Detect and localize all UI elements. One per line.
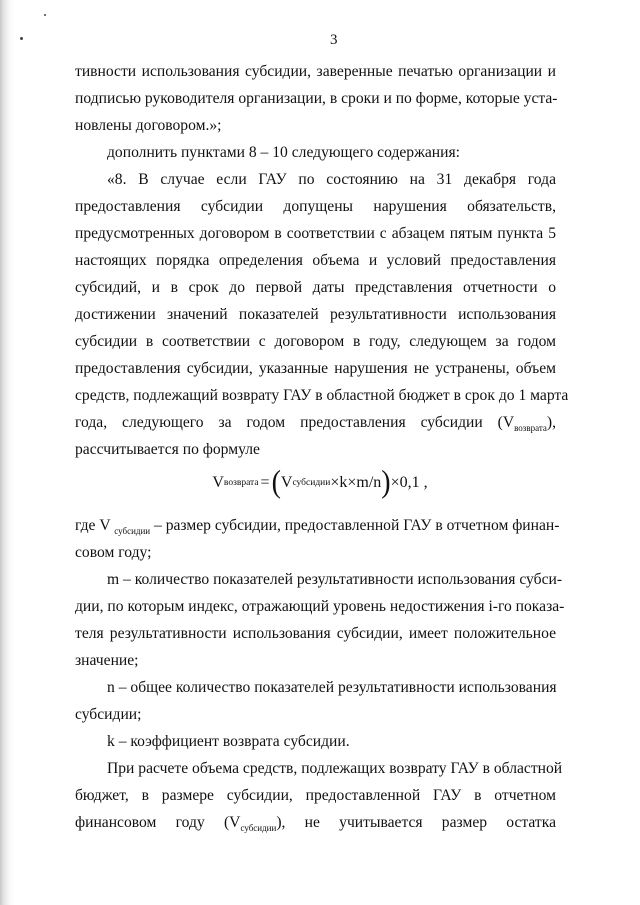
text-line: m – количество показателей результативности использования субси- bbox=[107, 571, 563, 588]
text-line: субсидии в соответствии с договором в году, следующем за годом bbox=[75, 333, 556, 350]
formula-open-paren: ( bbox=[271, 464, 281, 501]
text-line: «8. В случае если ГАУ по состоянию на 31 декабря года bbox=[107, 171, 556, 188]
text-line: дополнить пунктами 8 – 10 следующего содержания: bbox=[107, 144, 460, 161]
text-line: n – общее количество показателей результативности использования bbox=[107, 679, 557, 696]
text-line: средств, подлежащий возврату ГАУ в областной бюджет в срок до 1 марта bbox=[75, 387, 569, 404]
formula-close-paren: ) bbox=[381, 464, 391, 501]
text-line: где V $_{субсидии}$ – размер субсидии, предоставленной ГАУ в отчетном финан- bbox=[75, 517, 560, 536]
text-line: теля результативности использования субсидии, имеет положительное bbox=[75, 625, 556, 642]
text-line: тивности использования субсидии, заверенные печатью организации и bbox=[75, 63, 556, 80]
text-line: предусмотренных договором в соответствии с абзацем пятым пункта 5 bbox=[75, 225, 556, 242]
formula-lhs: V bbox=[212, 474, 224, 491]
text-line: новлены договором.»; bbox=[75, 117, 222, 134]
formula bbox=[0, 466, 640, 500]
text-line: финансовом году $(V_{субсидии})$, не учитывается размер остатка bbox=[75, 814, 556, 833]
text-line: совом году; bbox=[75, 544, 152, 561]
scan-edge-shadow bbox=[0, 0, 14, 905]
text-line: настоящих порядка определения объема и условий предоставления bbox=[75, 252, 556, 269]
text-line: k – коэффициент возврата субсидии. bbox=[107, 733, 350, 750]
text-line: субсидий, и в срок до первой даты представления отчетности о bbox=[75, 279, 556, 296]
scan-speck bbox=[20, 37, 23, 40]
text-line: предоставления субсидии, указанные нарушения не устранены, объем bbox=[75, 360, 556, 377]
text-line: дии, по которым индекс, отражающий уровень недостижения i-го показа- bbox=[75, 598, 565, 615]
formula-v-subscript: субсидии bbox=[292, 478, 331, 488]
text-line: При расчете объема средств, подлежащих возврату ГАУ в областной bbox=[107, 760, 563, 777]
formula-v: V bbox=[280, 474, 293, 491]
formula-tail: ×0,1 , bbox=[390, 474, 428, 491]
text-line: субсидии; bbox=[75, 706, 142, 723]
scan-speck bbox=[44, 14, 46, 16]
text-line: бюджет, в размере субсидии, предоставленной ГАУ в отчетном bbox=[75, 787, 556, 804]
text-line: значение; bbox=[75, 652, 139, 669]
text-line: рассчитывается по формуле bbox=[75, 441, 260, 458]
formula-equals: = bbox=[260, 474, 270, 491]
formula-lhs-subscript: возврата bbox=[223, 478, 259, 488]
text-line: достижении значений показателей результативности использования bbox=[75, 306, 556, 323]
text-line: подписью руководителя организации, в сроки и по форме, которые уста- bbox=[75, 90, 558, 107]
page-number: 3 bbox=[330, 32, 338, 48]
text-line: года, следующего за годом предоставления субсидии $(V_{возврата})$, bbox=[75, 414, 556, 433]
formula-middle: ×k×m/n bbox=[330, 474, 382, 491]
text-line: предоставления субсидии допущены нарушения обязательств, bbox=[75, 198, 556, 215]
